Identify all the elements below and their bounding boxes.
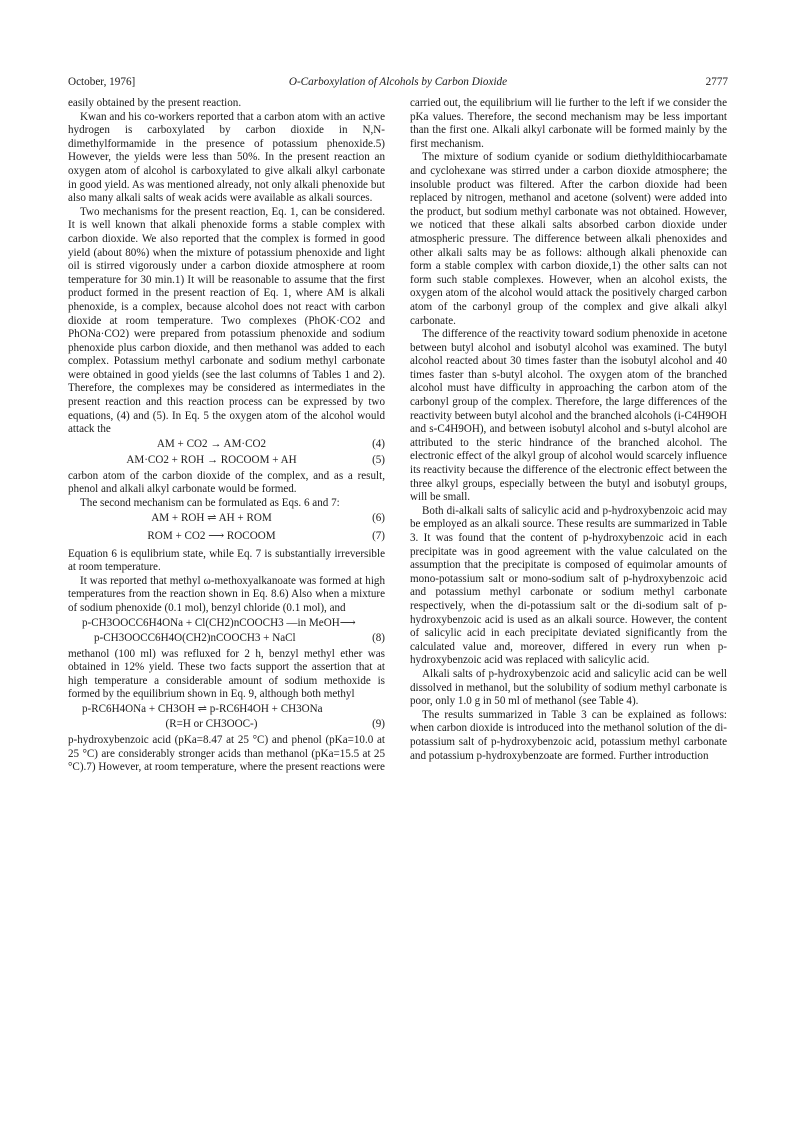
paragraph: methanol (100 ml) was refluxed for 2 h, benzyl methyl ether was obtained in 12% yield. These two facts support the assertion that at high temperature a considerable amount of sodium methoxide is formed by the equilibrium shown in Eq. 9, although both methyl xyxy=(68,647,385,701)
right-column xyxy=(410,97,727,763)
equation-7 xyxy=(68,530,385,547)
paragraph: easily obtained by the present reaction. xyxy=(68,97,242,109)
header-date: October, 1976] xyxy=(68,76,136,88)
equation-number: (7) xyxy=(372,529,385,542)
paragraph: The second mechanism can be formulated as Eqs. 6 and 7: xyxy=(80,497,340,510)
paragraph: Kwan and his co-workers reported that a carbon atom with an active hydrogen is carboxylated by carbon dioxide in N,N-dimethylformamide in the presence of potassium phenoxide.5) However, the yields were less than 50%. In the present reaction an oxygen atom of alcohol is carboxylated to give alkali alkyl carbonate in good yield. As was mentioned already, not only alkali phenoxide but also many alkali salts of weak acids were available as alkali sources. xyxy=(68,110,385,205)
equation-expression: p-RC6H4ONa + CH3OH ⇌ p-RC6H4OH + CH3ONa xyxy=(82,702,323,715)
equation-number: (8) xyxy=(372,631,385,644)
equation-expression: p-CH3OOCC6H4O(CH2)nCOOCH3 + NaCl xyxy=(94,631,296,644)
equation-number: (9) xyxy=(372,717,385,730)
equation-8-line-1 xyxy=(68,617,385,631)
paragraph: It was reported that methyl ω-methoxyalkanoate was formed at high temperatures from the reaction shown in Eq. 8.6) Also when a mixture of sodium phenoxide (0.1 mol), benzyl chloride (0.1 mol), and xyxy=(68,574,385,614)
header-page-number: 2777 xyxy=(705,76,728,88)
paragraph: The mixture of sodium cyanide or sodium diethyldithiocarbamate and cyclohexane was stirred under a carbon dioxide atmosphere; the insoluble product was filtered. After the carbon dioxide had been replaced by nitrogen, methanol and acetone (solvent) were added into the product, but sodium methyl carbonate was not obtained. However, we noticed that these alkali salts absorbed carbon dioxide under atmospheric pressure. The difference between alkali phenoxides and other alkali salts may be as follows: although alkali phenoxide can form a stable complex with carbon dioxide,1) the other salts can not form such stable complexes. However, when an alcohol exists, the oxygen atom of the alcohol would attack the positively charged carbon atom of the carbonyl group of the complex and give alkali alkyl carbonate. xyxy=(410,151,727,327)
left-column xyxy=(68,97,385,775)
equation-number: (6) xyxy=(372,511,385,524)
equation-expression: AM + ROH ⇌ AH + ROM xyxy=(151,511,272,524)
equation-4 xyxy=(68,438,385,453)
equation-expression: AM·CO2 + ROH → ROCOOM + AH xyxy=(126,453,297,466)
paragraph: The results summarized in Table 3 can be explained as follows: when carbon dioxide is introduced into the methanol solution of the di-potassium salt of p-hydroxybenzoic acid, potassium methyl carbonate and potassium p-hydroxybenzoate are formed. Further introduction xyxy=(410,708,727,762)
paragraph: carried out, the equilibrium will lie further to the left if we consider the pKa values. Therefore, the second mechanism may be less important than the first one. Alkali alkyl carbonate will be formed mainly by the first mechanism. xyxy=(410,97,727,150)
equation-expression: ROM + CO2 ⟶ ROCOOM xyxy=(147,529,276,542)
equation-expression: AM + CO2 → AM·CO2 xyxy=(156,437,267,450)
equation-expression: (R=H or CH3OOC-) xyxy=(165,717,258,730)
running-header xyxy=(68,76,728,92)
paragraph: carbon atom of the carbon dioxide of the complex, and as a result, phenol and alkali alkyl carbonate would be formed. xyxy=(68,469,385,496)
header-running-title: O-Carboxylation of Alcohols by Carbon Dioxide xyxy=(288,76,508,88)
equation-8-line-2 xyxy=(68,632,385,647)
equation-9-line-2 xyxy=(68,718,385,733)
paragraph: Both di-alkali salts of salicylic acid and p-hydroxybenzoic acid may be employed as an alkali source. These results are summarized in Table 3. It was found that the content of p-hydroxybenzoic acid in each precipitate was in good agreement with the value calculated on the assumption that the precipitate is composed of equimolar amounts of mono-potassium salt or mono-sodium salt of p-hydroxybenzoic acid and potassium methyl carbonate or sodium methyl carbonate respectively, when the di-potassium salt or the di-sodium salt of p-hydroxybenzoic acid is used as an alkali source. However, the content of salicylic acid in each precipitate deviated significantly from the calculated value and, moreover, differed in every run when p-hydroxybenzoic acid was replaced with salicylic acid. xyxy=(410,504,727,667)
paragraph: The difference of the reactivity toward sodium phenoxide in acetone between butyl alcohol and isobutyl alcohol was examined. The butyl alcohol reacted about 30 times faster than the isobutyl alcohol and 40 times faster than s-butyl alcohol. The oxygen atom of the branched alcohol must have difficulty in approaching the carbon atom of the carbonyl group of the complex. Therefore, the large differences of the reactivity between butyl alcohol and the branched alcohols (i-C4H9OH and s-C4H9OH), and between isobutyl alcohol and s-butyl alcohol are attributed to the steric hindrance of the branched alcohol. The electronic effect of the alkyl group of alcohol would scarcely influence its reactivity because the difference of the electronic effect between the three alkyl groups, especially between the butyl and isobutyl groups, will be small. xyxy=(410,328,727,504)
paragraph: Two mechanisms for the present reaction, Eq. 1, can be considered. It is well known that alkali phenoxide forms a stable complex with carbon dioxide. We also reported that the complex is formed in good yield (about 80%) when the mixture of potassium phenoxide and light oil is stirred vigorously under a carbon dioxide atmosphere at room temperature for 30 min.1) It will be reasonable to assume that the first product formed in the present reaction of Eq. 1, where AM is alkali phenoxide, is a complex, because alcohol does not react with carbon dioxide at room temperature. Two complexes (PhOK·CO2 and PhONa·CO2) were prepared from potassium phenoxide and sodium phenoxide plus carbon dioxide, and then methanol was added to each complex. Potassium methyl carbonate and sodium methyl carbonate were obtained in good yields (see the last columns of Tables 1 and 2). Therefore, the complexes may be considered as intermediates in the present reaction and this reaction process can be expressed by two equations, (4) and (5). In Eq. 5 the oxygen atom of the alcohol would attack the xyxy=(68,205,385,436)
paragraph: Alkali salts of p-hydroxybenzoic acid and salicylic acid can be well dissolved in methanol, but the solubility of sodium methyl carbonate is poor, only 1.0 g in 50 ml of methanol (see Table 4). xyxy=(410,667,727,708)
equation-number: (5) xyxy=(372,453,385,466)
equation-expression: p-CH3OOCC6H4ONa + Cl(CH2)nCOOCH3 —in MeOH⟶ xyxy=(82,616,356,629)
equation-number: (4) xyxy=(372,437,385,450)
equation-6 xyxy=(68,512,385,529)
equation-5 xyxy=(68,454,385,469)
paragraph: p-hydroxybenzoic acid (pKa=8.47 at 25 °C) and phenol (pKa=10.0 at 25 °C) are considerably stronger acids than methanol (pKa=15.5 at 25 °C).7) However, at room temperature, where the present reactions were xyxy=(68,733,385,774)
equation-9-line-1 xyxy=(68,703,385,717)
paragraph: Equation 6 is equlibrium state, while Eq. 7 is substantially irreversible at room temperature. xyxy=(68,547,385,574)
